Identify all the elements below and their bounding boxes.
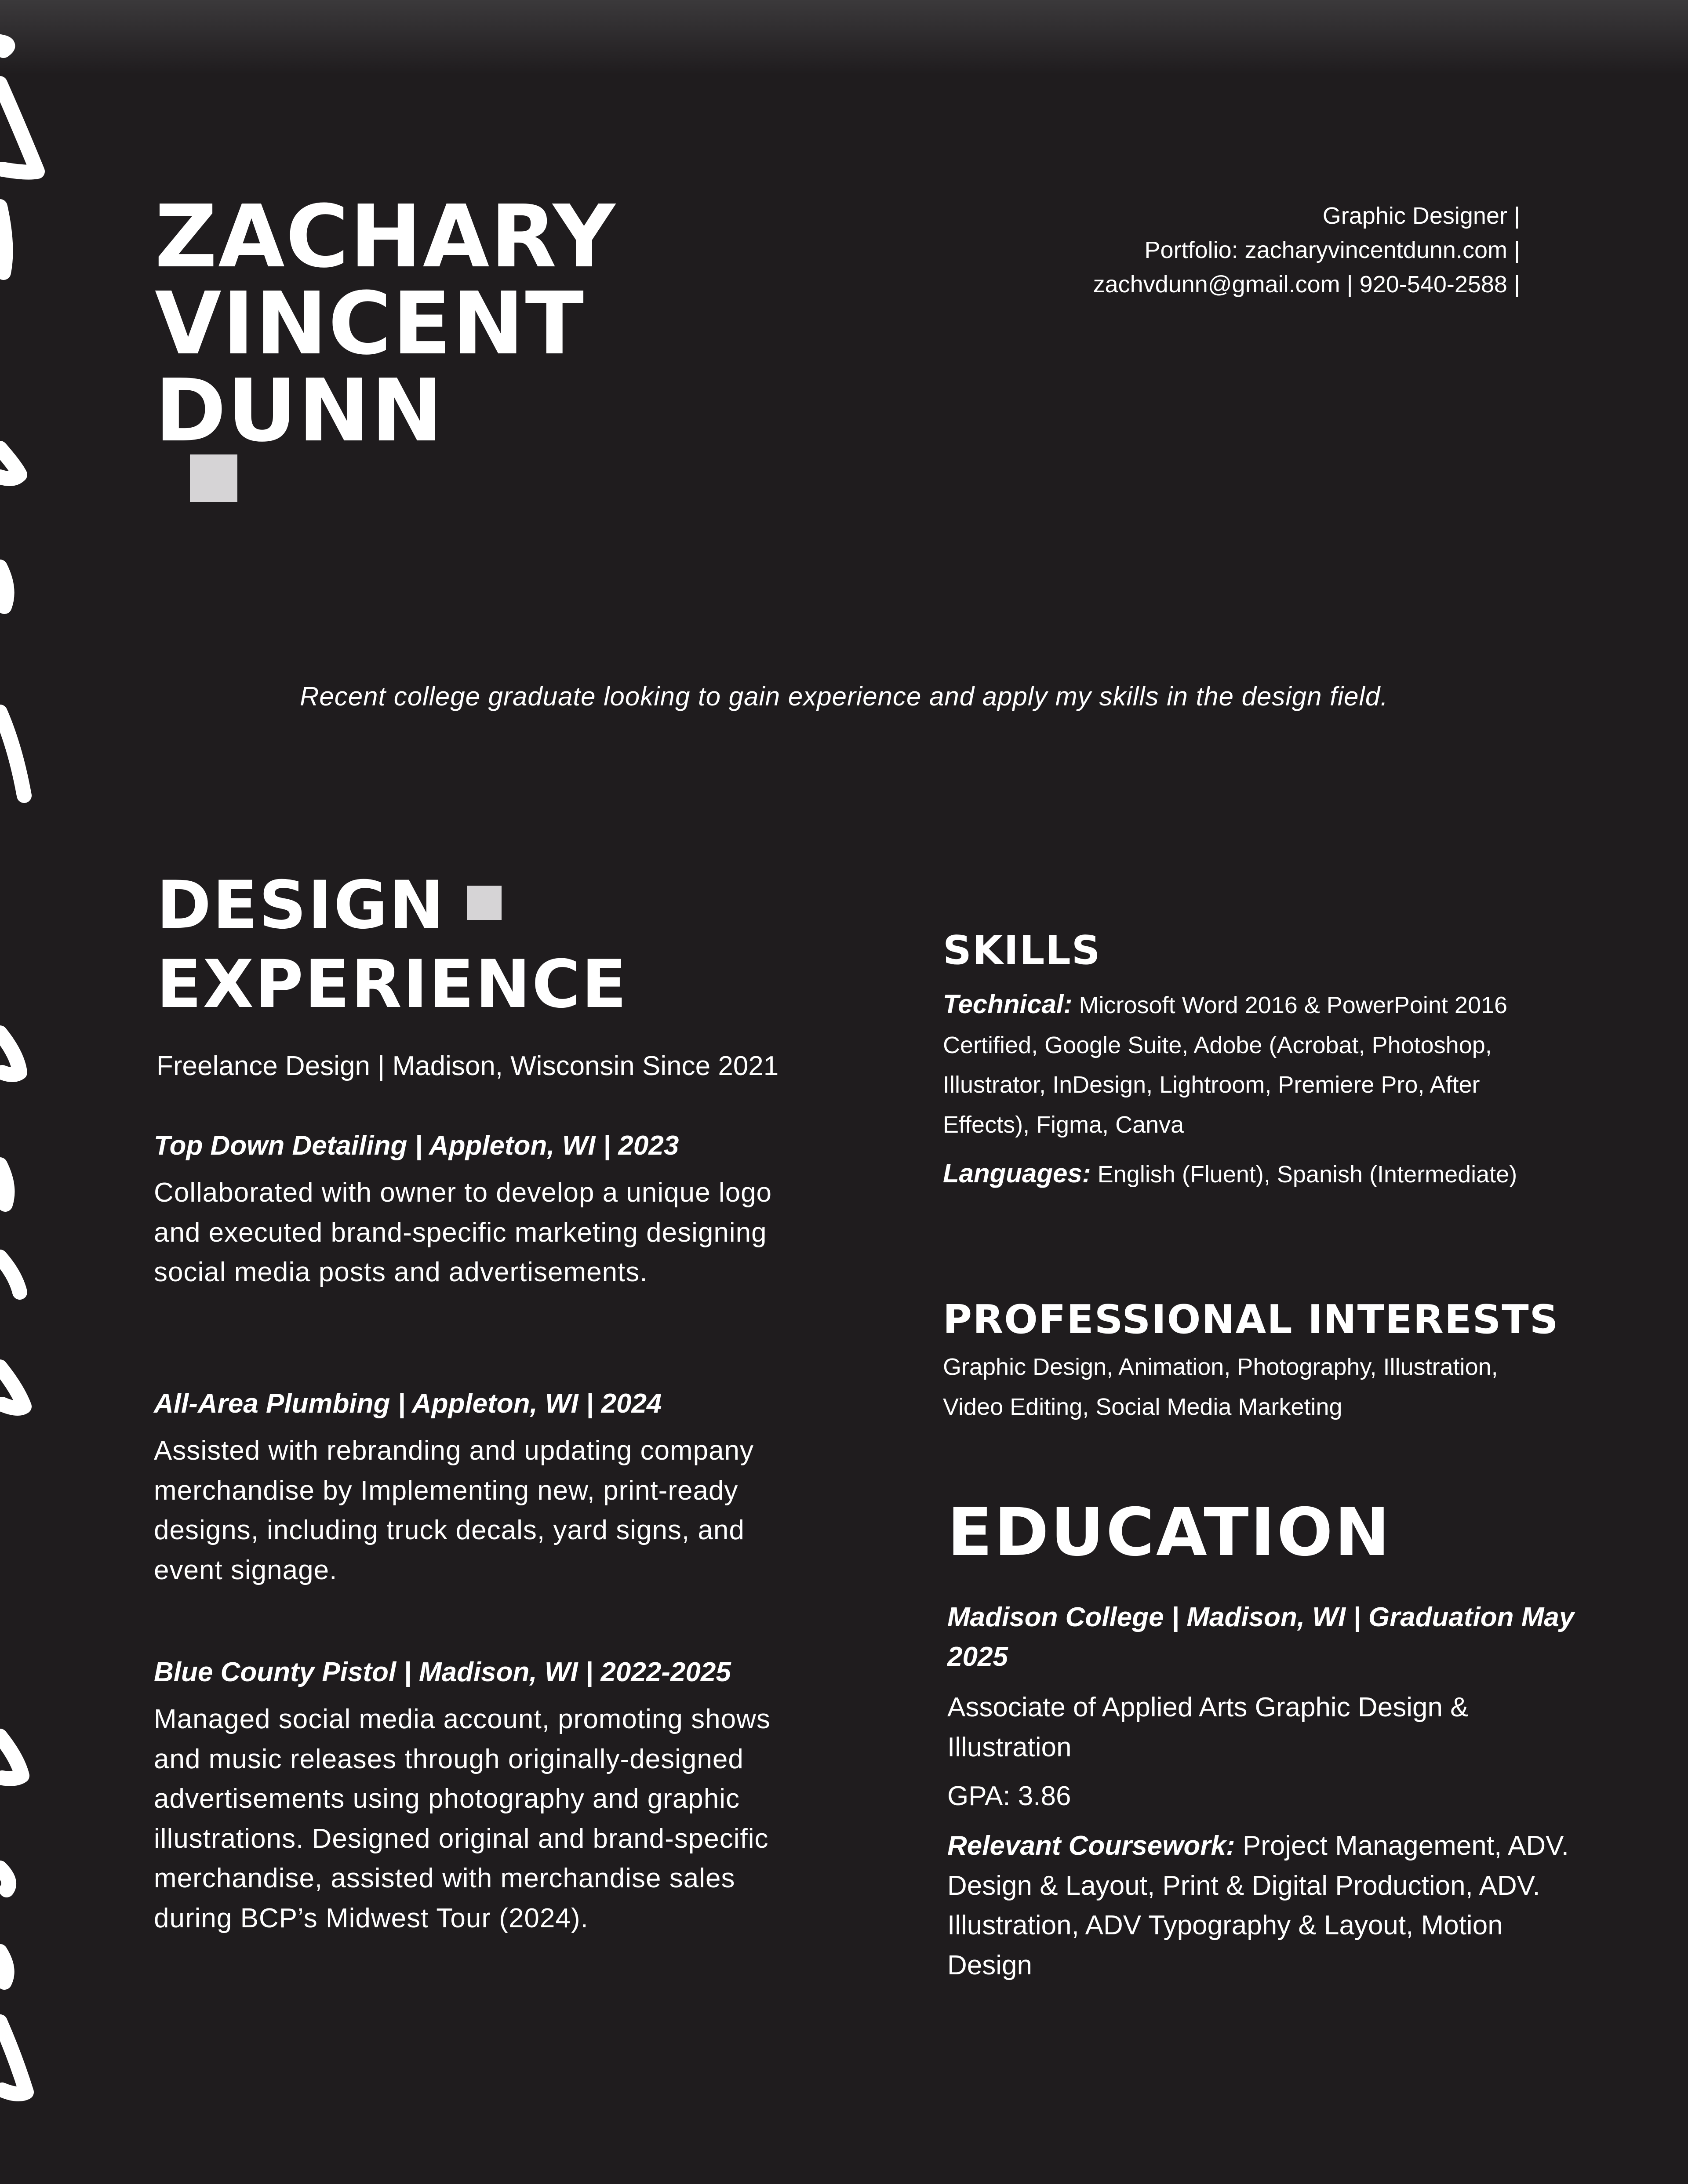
name-last: DUNN [155, 361, 444, 461]
job-title: Blue County Pistol | Madison, WI | 2022-2025 [154, 1657, 731, 1687]
coursework [947, 1826, 1589, 1985]
square-accent-icon [190, 454, 237, 502]
heading-line-2: EXPERIENCE [156, 946, 628, 1023]
interests-heading: PROFESSIONAL INTERESTS [943, 1297, 1559, 1343]
job-title: All-Area Plumbing | Appleton, WI | 2024 [154, 1388, 662, 1419]
job-entry [154, 1127, 804, 1293]
job-description: Collaborated with owner to develop a unique logo and executed brand-specific marketing designing social media posts and advertisements. [154, 1177, 772, 1287]
gpa: GPA: 3.86 [947, 1781, 1071, 1811]
languages-label: Languages: [943, 1159, 1091, 1188]
technical-skills [943, 985, 1532, 1145]
degree: Associate of Applied Arts Graphic Design & Illustration [947, 1692, 1469, 1762]
heading-line-1: DESIGN [156, 867, 446, 944]
education-heading: EDUCATION [947, 1494, 1392, 1571]
languages [943, 1154, 1532, 1195]
candidate-name [155, 187, 616, 502]
email-phone[interactable]: zachvdunn@gmail.com | 920-540-2588 | [1093, 271, 1520, 298]
job-entry [154, 1654, 804, 1938]
square-accent-icon [467, 886, 502, 920]
languages-text: English (Fluent), Spanish (Intermediate) [1097, 1161, 1517, 1188]
design-experience-heading [156, 866, 628, 1024]
coursework-text: Project Management, ADV. Design & Layout, Print & Digital Production, ADV. Illustration, ADV Typography & Layout, Motion Design [947, 1831, 1569, 1980]
name-first: ZACHARY [155, 187, 616, 287]
school-line: Madison College | Madison, WI | Graduation May 2025 [947, 1602, 1575, 1672]
name-middle: VINCENT [155, 274, 585, 374]
job-description: Managed social media account, promoting shows and music releases through originally-designed advertisements using photography and graphic illustrations. Designed original and brand-specific merchandise, assisted with merchandise sales during BCP’s Midwest Tour (2024). [154, 1704, 771, 1933]
technical-text: Microsoft Word 2016 & PowerPoint 2016 Certified, Google Suite, Adobe (Acrobat, Photoshop, Illustrator, InDesign, Lightroom, Premiere Pro, After Effects), Figma, Canva [943, 992, 1508, 1138]
top-shadow [0, 0, 1688, 75]
job-entry [154, 1385, 804, 1590]
squiggle-decoration [0, 0, 53, 2184]
name-last-line [155, 361, 616, 502]
technical-label: Technical: [943, 989, 1073, 1019]
job-title: Graphic Designer | [1322, 203, 1520, 229]
portfolio-link[interactable]: Portfolio: zacharyvincentdunn.com | [1144, 237, 1520, 263]
interests-text: Graphic Design, Animation, Photography, Illustration, Video Editing, Social Media Marketing [943, 1354, 1498, 1420]
job-title: Top Down Detailing | Appleton, WI | 2023 [154, 1130, 679, 1161]
coursework-label: Relevant Coursework: [947, 1831, 1235, 1861]
freelance-line: Freelance Design | Madison, Wisconsin Since 2021 [156, 1051, 779, 1081]
summary-statement: Recent college graduate looking to gain experience and apply my skills in the design field. [300, 682, 1388, 711]
skills-heading: SKILLS [943, 927, 1101, 974]
contact-block [1093, 199, 1520, 302]
job-description: Assisted with rebranding and updating company merchandise by Implementing new, print-ready designs, including truck decals, yard signs, and event signage. [154, 1435, 754, 1585]
